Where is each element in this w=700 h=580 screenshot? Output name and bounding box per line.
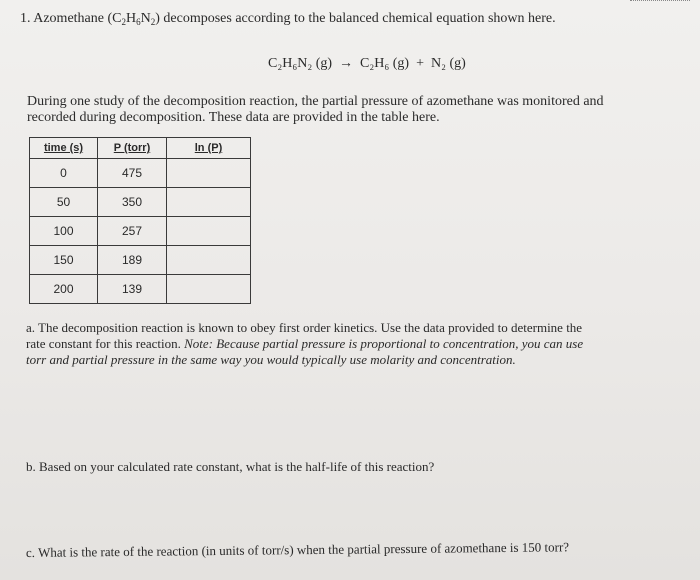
table-row xyxy=(30,159,251,188)
time-cell: 50 xyxy=(30,188,98,217)
reactant: C₂H₆N₂ (g) xyxy=(268,56,333,71)
table-row xyxy=(30,275,251,304)
ln-pressure-cell[interactable] xyxy=(167,275,251,304)
part-c-question: c. What is the rate of the reaction (in units of torr/s) when the partial pressure of azomethane is 150 torr? xyxy=(25,539,570,560)
intro-text-end: ) decomposes according to the balanced chemical equation shown here. xyxy=(155,11,556,26)
part-b-question: b. Based on your calculated rate constant, what is the half-life of this reaction? xyxy=(26,459,435,474)
formula-h: H xyxy=(125,11,137,26)
formula-n: N xyxy=(140,11,151,26)
question-1-intro xyxy=(20,11,556,27)
paragraph-line-1: During one study of the decomposition reaction, the partial pressure of azomethane was monitored and xyxy=(27,94,604,109)
ln-pressure-cell[interactable] xyxy=(167,217,251,246)
pressure-cell: 139 xyxy=(98,275,167,304)
top-edge-dots xyxy=(630,0,690,3)
reaction-arrow: → xyxy=(339,56,354,71)
intro-text-start: Azomethane (C xyxy=(33,11,122,26)
part-a-line-2 xyxy=(26,336,583,352)
ln-pressure-cell[interactable] xyxy=(167,188,251,217)
pressure-cell: 350 xyxy=(98,188,167,217)
part-a-line-1: a. The decomposition reaction is known to obey first order kinetics. Use the data provided to determine the xyxy=(26,320,583,335)
pressure-data-table xyxy=(29,137,251,304)
table-header-row xyxy=(30,138,251,159)
time-cell: 150 xyxy=(30,246,98,275)
plus-sign: + xyxy=(416,56,424,71)
time-cell: 0 xyxy=(30,159,98,188)
pressure-cell: 189 xyxy=(98,246,167,275)
formula-sub: 2 xyxy=(121,17,126,27)
pressure-cell: 475 xyxy=(98,159,167,188)
header-ln-pressure: ln (P) xyxy=(167,138,251,159)
table-row xyxy=(30,188,251,217)
ln-pressure-cell[interactable] xyxy=(167,159,251,188)
part-a-text: rate constant for this reaction. xyxy=(26,336,181,351)
formula-sub: 2 xyxy=(150,17,156,27)
formula-sub: 6 xyxy=(136,17,141,27)
question-number: 1. xyxy=(20,11,31,26)
part-a-note: Note: Because partial pressure is proportional to concentration, you can use xyxy=(184,336,584,351)
product-nitrogen: N₂ (g) xyxy=(430,56,466,71)
table-row xyxy=(30,246,251,275)
ln-pressure-cell[interactable] xyxy=(167,246,251,275)
paragraph-line-2: recorded during decomposition. These data are provided in the table here. xyxy=(27,110,440,125)
pressure-cell: 257 xyxy=(98,217,167,246)
table-row xyxy=(30,217,251,246)
part-a-line-3: torr and partial pressure in the same way you would typically use molarity and concentration. xyxy=(26,352,516,367)
product-ethane: C₂H₆ (g) xyxy=(360,56,410,71)
time-cell: 100 xyxy=(30,217,98,246)
header-time: time (s) xyxy=(30,138,98,159)
time-cell: 200 xyxy=(30,275,98,304)
header-pressure: P (torr) xyxy=(98,138,167,159)
chemical-equation xyxy=(268,56,466,72)
